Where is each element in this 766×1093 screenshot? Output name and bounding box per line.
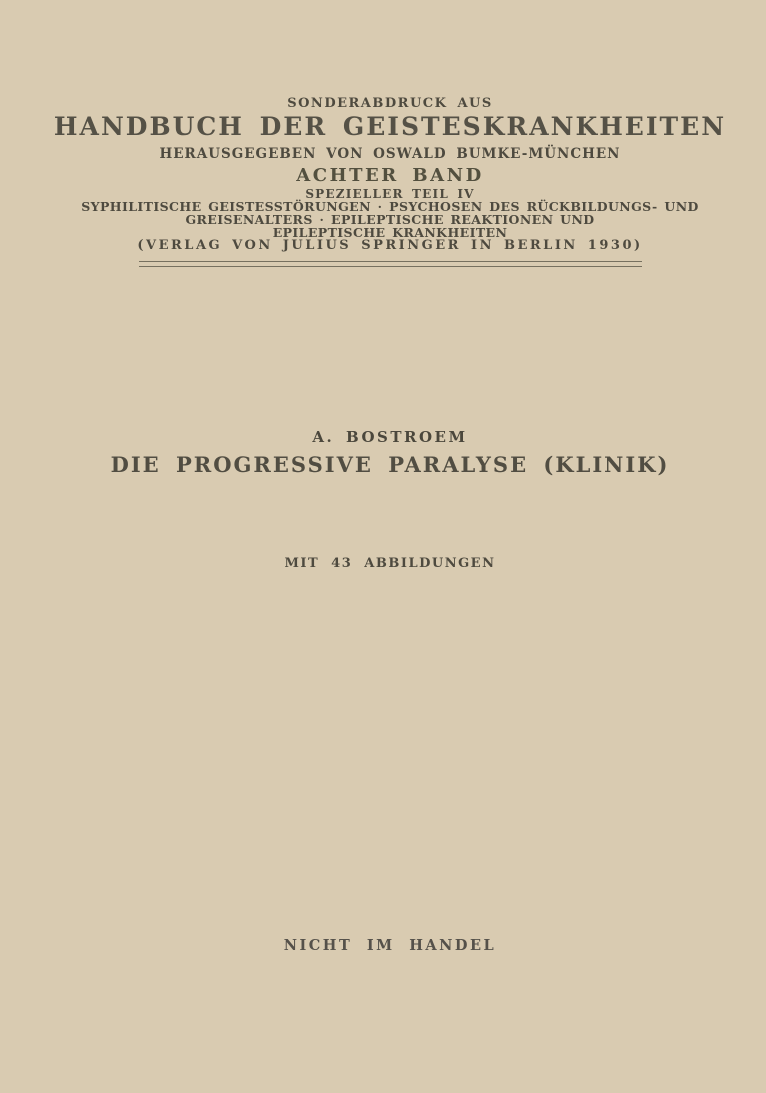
subtitle-line-2: GREISENALTERS · EPILEPTISCHE REAKTIONEN UND (185, 212, 595, 227)
volume-line: ACHTER BAND (296, 165, 484, 186)
part-line: SPEZIELLER TEIL IV (305, 187, 475, 201)
editor-line: HERAUSGEGEBEN VON OSWALD BUMKE-MÜNCHEN (159, 146, 621, 162)
double-rule-divider (139, 261, 642, 267)
illustrations-note: MIT 43 ABBILDUNGEN (284, 556, 496, 571)
volume-subtitle (14, 200, 766, 239)
work-title: DIE PROGRESSIVE PARALYSE (KLINIK) (110, 452, 670, 477)
distribution-note: NICHT IM HANDEL (283, 937, 497, 954)
author-name: A. BOSTROEM (312, 428, 468, 446)
series-note: SONDERABDRUCK AUS (287, 96, 493, 111)
series-title: HANDBUCH DER GEISTESKRANKHEITEN (53, 112, 727, 141)
subtitle-line-1: SYPHILITISCHE GEISTESSTÖRUNGEN · PSYCHOSEN DES RÜCKBILDUNGS- UND (81, 199, 699, 214)
subtitle-line-3: EPILEPTISCHE KRANKHEITEN (272, 225, 508, 240)
publisher-line: (VERLAG VON JULIUS SPRINGER IN BERLIN 1930) (137, 238, 643, 253)
